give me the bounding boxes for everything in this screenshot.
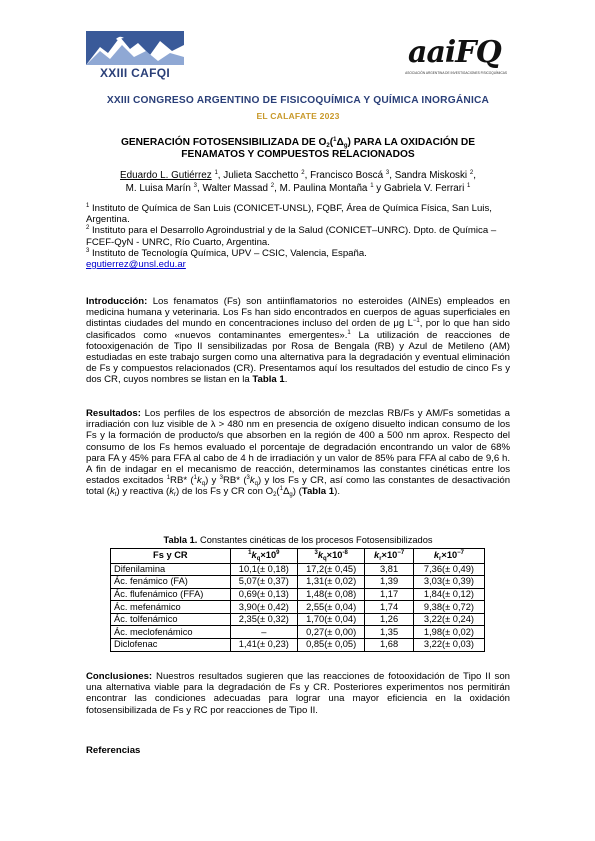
- table-cell: Ác. flufenámico (FFA): [111, 588, 231, 601]
- introduction-paragraph: Introducción: Los fenamatos (Fs) son antiinflamatorios no esteroides (AINEs) empleados en medicina humana y veterinaria. Los Fs han sido encontrados en cuerpos de aguas superficiales en distintas ciudades del mundo en concentraciones incluso del orden de μg $L^{-1}$, por lo que han sido clasificados como «nuevos contaminantes emergentes».$^1$ La utilización de reacciones de fotooxigenación de Tipo II sensibilizadas por Rosa de Bengala (RB) y Azul de Metileno (AM) estudiadas en este trabajo surgen como una alternativa para la degradación y eventual eliminación de Fs y compuestos relacionados (CR). Presentamos aquí los resultados del estudio de cinco Fs y dos CR, cuyos nombres se listan en la Tabla 1.: [86, 296, 510, 386]
- table-cell: 9,38(± 0,72): [413, 601, 484, 614]
- affiliations: [86, 203, 510, 270]
- col-header-kr-2: $k_r\times 10^{-7}$: [413, 549, 484, 564]
- table-cell: 0,69(± 0,13): [230, 588, 297, 601]
- table-row: [111, 563, 485, 576]
- table-cell: 5,07(± 0,37): [230, 576, 297, 589]
- conference-name: XXIII CAFQI: [100, 66, 170, 80]
- table-header-row: [111, 549, 485, 564]
- table-cell: 3,90(± 0,42): [230, 601, 297, 614]
- paper-title: GENERACIÓN FOTOSENSIBILIZADA DE $O_2(^1\Delta_g)$ PARA LA OXIDACIÓN DE FENAMATOS Y COMPUESTOS RELACIONADOS: [120, 137, 476, 160]
- table-cell: 1,35: [365, 626, 414, 639]
- table-cell: 1,26: [365, 613, 414, 626]
- cafqi-logo: [86, 31, 184, 93]
- table-cell: 2,35(± 0,32): [230, 613, 297, 626]
- kinetic-constants-table: [110, 548, 485, 652]
- col-header-kr: $k_r\times 10^{-7}$: [365, 549, 414, 564]
- table-cell: –: [230, 626, 297, 639]
- table-cell: 3,03(± 0,39): [413, 576, 484, 589]
- table-cell: 0,27(± 0,00): [297, 626, 364, 639]
- table-cell: 1,84(± 0,12): [413, 588, 484, 601]
- references-heading: Referencias: [86, 745, 141, 756]
- table-cell: 10,1(± 0,18): [230, 563, 297, 576]
- table-cell: Ác. mefenámico: [111, 601, 231, 614]
- society-subtitle: ASOCIACIÓN ARGENTINA DE INVESTIGACIONES FISICOQUÍMICAS: [405, 71, 507, 75]
- table-row: [111, 601, 485, 614]
- table-cell: 1,17: [365, 588, 414, 601]
- affiliation-1: $^1$ Instituto de Química de San Luis (CONICET-UNSL), FQBF, Área de Química Física, San Luis, Argentina.: [86, 203, 492, 226]
- mountain-icon: [86, 31, 184, 65]
- table-cell: 1,98(± 0,02): [413, 626, 484, 639]
- affiliation-2: $^2$ Instituto para el Desarrollo Agroindustrial y de la Salud (CONICET–UNRC). Dpto. de Química – FCEF-QyN - UNRC, Río Cuarto, Argentina.: [86, 225, 497, 248]
- table-cell: 1,70(± 0,04): [297, 613, 364, 626]
- table-cell: 0,85(± 0,05): [297, 639, 364, 652]
- table-cell: 3,81: [365, 563, 414, 576]
- conclusions-paragraph: Conclusiones: Nuestros resultados sugieren que las reacciones de fotooxidación de Tipo II son una alternativa viable para la degradación de Fs y CR. Posteriores experimentos nos permitirán encontrar las condiciones adecuadas para lograr una mayor eficiencia en la oxidación fotosensibilizada de Fs y RC por reacciones de Tipo II.: [86, 671, 510, 716]
- table-cell: Ác. meclofenámico: [111, 626, 231, 639]
- congress-title: XXIII CONGRESO ARGENTINO DE FISICOQUÍMICA Y QUÍMICA INORGÁNICA: [106, 95, 490, 106]
- aaifq-logo: [408, 36, 508, 76]
- table-cell: 3,22(± 0,03): [413, 639, 484, 652]
- society-name: aaiFQ: [408, 35, 501, 70]
- col-header-1kq: $^1k_q\times 10^9$: [230, 549, 297, 564]
- table-cell: 17,2(± 0,45): [297, 563, 364, 576]
- table-cell: Diclofenac: [111, 639, 231, 652]
- table-cell: 1,48(± 0,08): [297, 588, 364, 601]
- affiliation-3: $^3$ Instituto de Tecnología Química, UPV – CSIC, Valencia, España.: [86, 247, 367, 259]
- table-cell: 2,55(± 0,04): [297, 601, 364, 614]
- table-row: [111, 639, 485, 652]
- table-caption: Tabla 1. Constantes cinéticas de los procesos Fotosensibilizados: [163, 535, 433, 545]
- table-row: [111, 576, 485, 589]
- col-header-compound: Fs y CR: [111, 549, 231, 564]
- table-cell: 3,22(± 0,24): [413, 613, 484, 626]
- col-header-3kq: $^3k_q\times 10^{-8}$: [297, 549, 364, 564]
- table-cell: Ác. tolfenámico: [111, 613, 231, 626]
- table-cell: 1,41(± 0,23): [230, 639, 297, 652]
- email-link[interactable]: egutierrez@unsl.edu.ar: [86, 259, 186, 271]
- table-cell: 1,31(± 0,02): [297, 576, 364, 589]
- results-paragraph: Resultados: Los perfiles de los espectros de absorción de mezclas RB/Fs y AM/Fs sometidas a irradiación con luz visible de λ > 480 nm en presencia de oxígeno disuelto indican consumo de los Fs y la formación de producto/s que absorben en la región de 400 a 500 nm aprox. Respecto del consumo de los Fs hemos evaluado el porcentaje de degradación encontrando un valor de 68% para FA y 45% para FFA al cabo de 4 h de irradiación y un valor de 85% para FFA al cabo de 9,6 h. A fin de indagar en el mecanismo de reacción, determinamos las constantes cinéticas entre los estados excitados $^1$RB* $(^1k_q)$ y $^3$RB* $(^3k_q)$ y los Fs y CR, así como las constantes de desactivación total $(k_t)$ y reactiva $(k_r)$ de los Fs y CR con $O_2(^1\Delta_g)$ (Tabla 1).: [86, 408, 511, 499]
- table-cell: 1,39: [365, 576, 414, 589]
- table-row: [111, 588, 485, 601]
- table-cell: 7,36(± 0,49): [413, 563, 484, 576]
- table-row: [111, 626, 485, 639]
- table-cell: Ác. fenámico (FA): [111, 576, 231, 589]
- table-row: [111, 613, 485, 626]
- author-list: Eduardo L. Gutiérrez $^1$, Julieta Sacchetto $^2$, Francisco Boscá $^3$, Sandra Miskoski $^2$, M. Luisa Marín $^3$, Walter Massad $^2$, M. Paulina Montaña $^1$ y Gabriela V. Ferrari $^1$: [120, 170, 476, 194]
- table-cell: 1,74: [365, 601, 414, 614]
- table-cell: Difenilamina: [111, 563, 231, 576]
- congress-city: EL CALAFATE 2023: [256, 111, 340, 121]
- table-cell: 1,68: [365, 639, 414, 652]
